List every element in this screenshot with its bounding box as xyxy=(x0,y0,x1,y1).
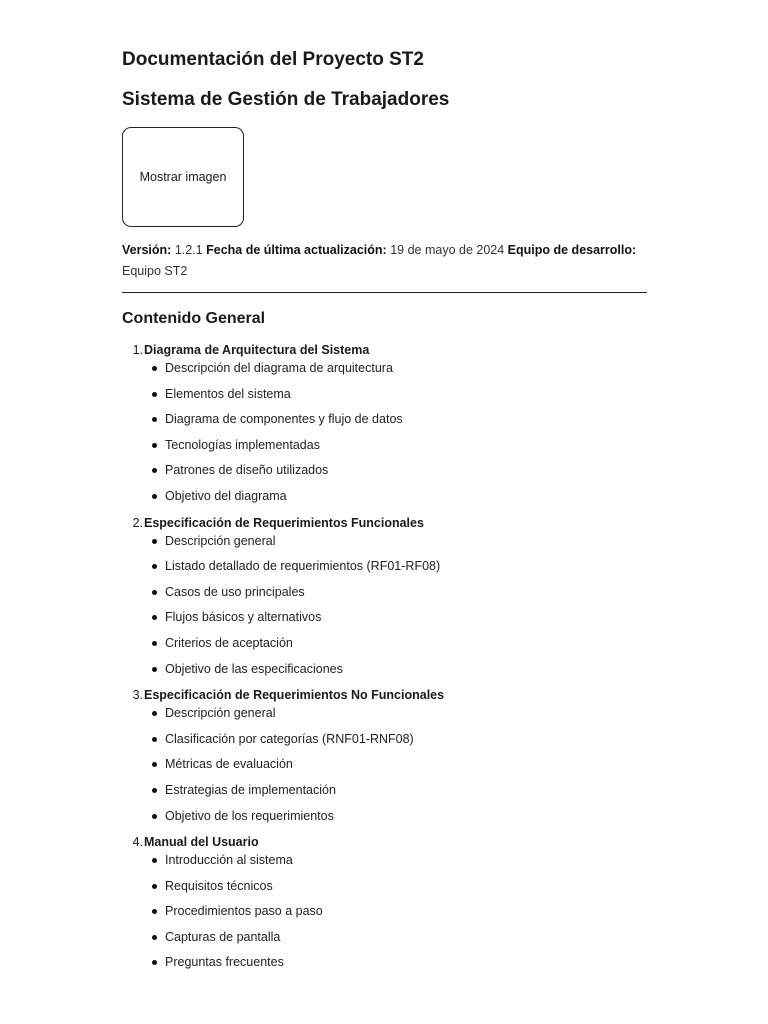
list-item: Descripción general xyxy=(122,705,647,722)
show-image-label: Mostrar imagen xyxy=(139,170,227,184)
section-subitems xyxy=(122,852,647,971)
list-item: Estrategias de implementación xyxy=(122,782,647,799)
list-item: Listado detallado de requerimientos (RF01-RF08) xyxy=(122,558,647,575)
section-number: 3. xyxy=(132,688,143,703)
list-item: Objetivo de los requerimientos xyxy=(122,808,647,825)
section-title: Diagrama de Arquitectura del Sistema xyxy=(144,343,370,357)
date-value: 19 de mayo de 2024 xyxy=(390,243,505,257)
section-item xyxy=(122,686,647,824)
contents-heading: Contenido General xyxy=(122,310,266,327)
section-title: Especificación de Requerimientos Funcionales xyxy=(144,515,424,530)
list-item: Preguntas frecuentes xyxy=(122,954,647,971)
team-value: Equipo ST2 xyxy=(122,264,188,278)
list-item: Flujos básicos y alternativos xyxy=(122,609,647,626)
section-item xyxy=(122,833,647,971)
section-number: 1. xyxy=(132,343,143,357)
list-item: Descripción general xyxy=(122,533,647,550)
section-subitems xyxy=(122,705,647,824)
team-label: Equipo de desarrollo: xyxy=(507,243,637,257)
list-item: Patrones de diseño utilizados xyxy=(122,462,647,479)
section-number: 2. xyxy=(132,515,143,530)
show-image-button[interactable] xyxy=(122,127,244,227)
page-title: Documentación del Proyecto ST2 xyxy=(122,49,424,70)
list-item: Elementos del sistema xyxy=(122,386,647,403)
list-item: Tecnologías implementadas xyxy=(122,437,647,454)
list-item: Capturas de pantalla xyxy=(122,929,647,946)
list-item: Casos de uso principales xyxy=(122,584,647,601)
section-item xyxy=(122,341,647,505)
list-item: Requisitos técnicos xyxy=(122,878,647,895)
section-subitems xyxy=(122,533,647,678)
page-subtitle: Sistema de Gestión de Trabajadores xyxy=(122,89,450,110)
list-item: Procedimientos paso a paso xyxy=(122,903,647,920)
section-number: 4. xyxy=(132,835,143,850)
section-title: Manual del Usuario xyxy=(144,835,259,850)
section-title: Especificación de Requerimientos No Funcionales xyxy=(144,688,445,703)
version-label: Versión: xyxy=(122,243,172,257)
contents-list xyxy=(122,341,647,971)
divider xyxy=(122,292,647,293)
list-item: Clasificación por categorías (RNF01-RNF08) xyxy=(122,731,647,748)
list-item: Diagrama de componentes y flujo de datos xyxy=(122,411,647,428)
list-item: Descripción del diagrama de arquitectura xyxy=(122,360,647,377)
list-item: Introducción al sistema xyxy=(122,852,647,869)
list-item: Objetivo del diagrama xyxy=(122,488,647,505)
list-item: Objetivo de las especificaciones xyxy=(122,661,647,678)
section-subitems xyxy=(122,360,647,505)
list-item: Criterios de aceptación xyxy=(122,635,647,652)
version-value: 1.2.1 xyxy=(174,243,203,257)
list-item: Métricas de evaluación xyxy=(122,756,647,773)
document-metadata xyxy=(122,240,647,282)
document-content xyxy=(122,46,647,980)
section-item xyxy=(122,514,647,678)
date-label: Fecha de última actualización: xyxy=(206,243,387,257)
